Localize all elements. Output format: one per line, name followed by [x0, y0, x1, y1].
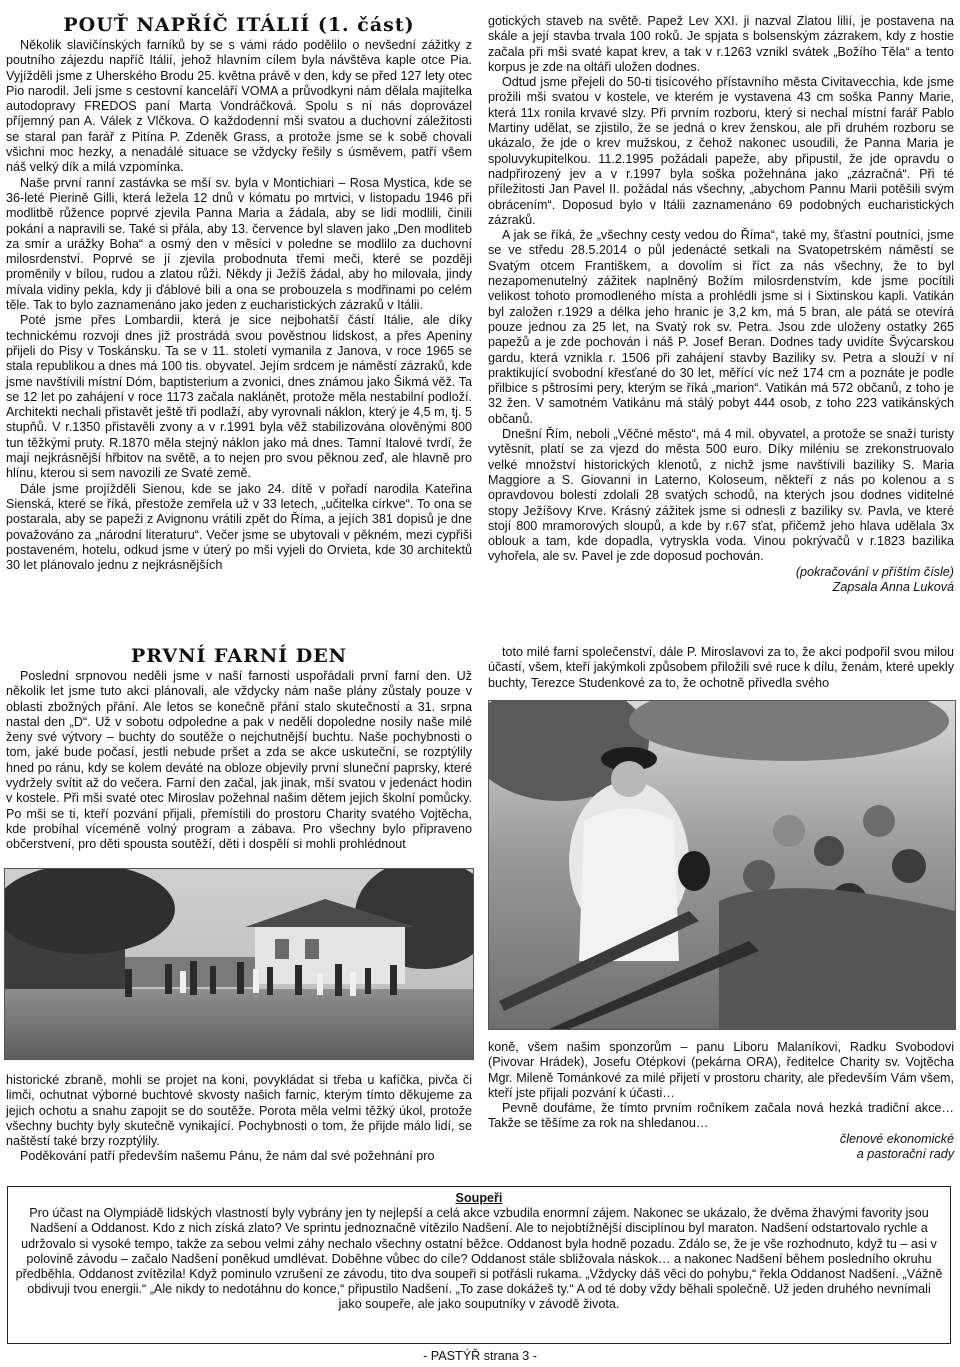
box-title: Soupeři [455, 1191, 503, 1205]
paragraph: Poslední srpnovou neděli jsme v naší farnosti uspořádali první farní den. Už několik let jsme tuto akci plánovali, ale vždycky nám naše plány zůstaly pouze v oblasti zbožných přání. Ale letos se konečně přání stalo skutečností a 31. srpna nastal den „D“. Už v sobotu odpoledne a pak v neděli dopoledne nosily naše milé ženy své výtvory – buchty do soutěže o nejchutnější buchtu. Naše pochybnosti o tom, jaké bude počasí, jestli nebude pršet a zda se akce uskuteční, se rozptýlily hned po ránu, kdy se kolem deváté na obloze objevily první sluneční paprsky, které vydržely svítit až do večera. Farní den začal, jak jinak, mší svatou v jedenáct hodin v kostele. Při mši svaté otec Miroslav požehnal našim dětem jejich školní pomůcky. Po mši se ti, kteří pozvání přijali, přemístili do prostoru Charity svatého Vojtěcha, kde probíhal víceméně volný program a zábava. Pro všechny bylo připraveno občerstvení, pro děti spousta soutěží, děti i dospělí si mohli prohlédnout [6, 669, 472, 852]
paragraph: Dnešní Řím, neboli „Věčné město“, má 4 mil. obyvatel, a protože se snaží turisty vytěsnit, platí se za vjezd do města 500 euro. Díky miléniu se zrekonstruovalo velké množství historických klenotů, z nichž jsme navštívili baziliky S. Maria Maggiore a S. Giovanni in Laterno, Koloseum, někteří z nás po kolenou a s opravdovou bolestí zdolali 28 svatých schodů, na kterých jsou dodnes viditelné stopy Ježíšovy Krve. Krásný zážitek jsme si odnesli z baziliky sv. Pavla, ve které stojí 800 mramorových sloupů, a kde by r.67 sťat, přičemž jeho hlava udělala 3x oblouk a tam, kde dopadla, vytryskla voda. Vinou pokrývačů v r.1823 bazilika vyhořela, ale sv. Pavel je zde doposud pochován. [488, 427, 954, 564]
paragraph: Naše první ranní zastávka se mší sv. byla v Montichiari – Rosa Mystica, kde se 36-leté Pierině Gilli, která ležela 12 dnů v kómatu po mrtvici, v listopadu 1946 při modlitbě růžence poprvé zjevila Panna Maria a žádala, aby se lidi modlili, činili pokání a napravili se. Také si přála, aby 13. července byl slaven jako „Den modliteb za smír a urážky Boha“ a osmý den v měsíci v poledne se modlilo za duchovní milosrdenství. Poprvé se jí zjevila probodnuta třemi meči, které se později proměnily v bílou, rudou a zlatou růži. Někdy ji Ježíš žádal, aby ho milovala, jindy mívala vidiny pekla, kdy ji ďáblové bili a ona se probouzela s modřinami po celém těle. Tak to bylo zaznamenáno jako jeden z eucharistických zázraků v Itálii. [6, 175, 472, 313]
article2-signature-line2: a pastorační rady [856, 1147, 954, 1162]
paragraph: toto milé farní společenství, dále P. Miroslavovi za to, že akci podpořil svou milou účastí, všem, kteří jakýmkoli způsobem přiložili své ruce k dílu, ženám, které upekly buchty, Terezce Studenkové za to, že ochotně přivedla svého [488, 645, 954, 690]
article1-signature: Zapsala Anna Luková [832, 579, 954, 594]
article2-left-bottom [6, 1073, 472, 1165]
article1-title: POUŤ NAPŘÍČ ITÁLIÍ (1. část) [63, 14, 415, 36]
continued-note: (pokračování v příštím čísle) [795, 564, 954, 579]
paragraph: Poděkování patří především našemu Pánu, že nám dal své požehnání pro [20, 1149, 435, 1164]
page-footer: - PASTÝŘ strana 3 - [423, 1349, 537, 1363]
paragraph: Pevně doufáme, že tímto prvním ročníkem začala nová hezká tradiční akce… Takže se těšíme za rok na shledanou… [488, 1101, 954, 1131]
photo-outdoor-gathering [4, 868, 474, 1060]
article2-right-top [488, 645, 954, 691]
paragraph: koně, všem našim sponzorům – panu Liboru Malaníkovi, Radku Svobodovi (Pivovar Hrádek), Josefu Otépkovi (pekárna ORA), ředitelce Charity sv. Vojtěcha Mgr. Mileně Tománkové za milé přijetí v prostoru charity, ale především Vám všem, kteří jste přijali pozvání k účasti… [488, 1040, 954, 1100]
paragraph: Dále jsme projížděli Sienou, kde se jako 24. dítě v pořadí narodila Kateřina Sienská, které se říká, přestože zemřela už v 33 letech, „učitelka církve“. To ona se postarala, aby se papeži z Avignonu vrátili zpět do Říma, a jejích 381 dopisů je dne považováno za „národní literaturu“. Večer jsme se ubytovali v pěkném, mezi cypřiši postaveném, hotelu, odkud jsme v úterý po mši vyjeli do Orvieta, kde 30 architektů 30 let plánovalo jednu z nejkrásnějších [6, 481, 472, 573]
article2-right-bottom [488, 1040, 954, 1162]
article2-left-top [6, 645, 472, 853]
photo-man-with-children [488, 700, 956, 1030]
paragraph: historické zbraně, mohli se projet na koni, povykládat si třeba u kafíčka, pivča či limči, ochutnat výborné buchtové skvosty našich farnic, kterým tímto děkujeme za jejich ochotu a snahu zapojit se do soutěže. Porota měla velmi těžký úkol, protože všechny buchty byly skutečně vynikající. Pochybnosti o tom, že přijde málo lidí, se naštěstí také brzy rozptýlily. [6, 1073, 472, 1149]
article2-signature-line1: členové ekonomické [839, 1131, 954, 1146]
paragraph: gotických staveb na světě. Papež Lev XXI. ji nazval Zlatou lilií, je postavena na skále a její stavba trvala 100 roků. Je spjata s bolsenským zázrakem, kdy z hostie začala při mši svaté kapat krev, a tak v r.1263 vznikl svátek „Božího Těla“ a tento korpus je zde na oltáři uložen dodnes. [488, 14, 954, 74]
photo-outdoor-gathering-image [5, 869, 473, 1059]
box-text: Pro účast na Olympiádě lidských vlastností byly vybrány jen ty nejlepší a celá akce vzbudila enormní zájem. Nakonec se ukázalo, že dvěma žhavými favority jsou Nadšení a Oddanost. Kdo z nich získá zlato? Ve sprintu jednoznačně vítězilo Nadšení. Ale to nejobtížnější disciplínou byl maraton. Nadšení odstartovalo rychle a udržovalo si vysoké tempo, takže za sebou velmi záhy nechalo všechny ostatní běžce. Oddanost byla hodně pozadu. Zdálo se, že je vše rozhodnuto, když tu – asi v polovině závodu – začalo Nadšení poněkud umdlévat. Doběhne vůbec do cíle? Oddanost stále sbližovala náskok… a nakonec Nadšení během posledního okruhu předběhla. Oddanost zvítězila! Když pominulo vzrušení ze závodu, tito dva soupeři si potřásli rukama. „Vždycky dáš věci do pohybu,“ řekla Oddanost Nadšení. „Vážně obdivuji tvou energii.“ „Ale nikdy to nedotáhnu do konce,“ připustilo Nadšení. „To zase dokážeš ty.“ A od té doby vždy běhali společně. Už jeden druhého nevnímali jako soupeře, ale jako souputníky v závodě života. [15, 1206, 943, 1312]
article1-right-column [488, 14, 954, 595]
article1-left-column [6, 14, 472, 573]
soupeři-box [7, 1186, 951, 1344]
article2-title: PRVNÍ FARNÍ DEN [130, 645, 348, 667]
paragraph: A jak se říká, že „všechny cesty vedou do Říma“, také my, šťastní poutníci, jsme se ve středu 28.5.2014 o půl jedenácté setkali na Svatopetrském náměstí se Svatým otcem Františkem, a dovolím si říct za nás všechny, že to byl nezapomenutelný zážitek naplněný Božím milosrdenstvím, kde jsme pocítili velikost tohoto promodleného místa a prohlédli jsme si i Sixtinskou kapli. Vatikán byl založen r.1929 a délka jeho hranic je 3,2 km, má 5 bran, ale pátá se otevírá pouze jednou za 25 let, na Svatý rok sv. Petra. Jsou zde uloženy ostatky 265 papežů a je zde pochován i náš P. Josef Beran. Dodnes tady uvidíte Švýcarskou gardu, která vznikla r. 1506 při zahájení stavby Baziliky sv. Petra a slouží v ní praktikující svobodní křesťané do 30 let, měřící víc než 174 cm a poznáte je podle přilbice s pštrosími pery, kterým se říká „marion“. Vatikán má 572 občanů, z toho je 32 žen. V samotném Vatikánu má stálý pobyt 444 osob, z toho 223 vatikánských občanů. [488, 228, 954, 426]
paragraph: Poté jsme přes Lombardii, která je sice nejbohatší částí Itálie, ale díky technickému rozvoji dnes již prostrádá svou pověstnou lidskost, a přes Apeniny přijeli do Pisy v Toskánsku. Ta se v 11. století vymanila z Janova, v roce 1965 se stala republikou a dnes má 100 tis. obyvatel. Jejím srdcem je náměstí zázraků, kde jsme navštívili místní Dóm, baptisterium a zvonici, dnes známou jako Šikmá věž. Ta se 12 let po zahájení v roce 1173 začala naklánět, protože měla nestabilní podloží. Architekti nechali přistavět ještě tři podlaží, aby vyrovnali náklon, který je 4,5 m, tj. 5 stupňů. V r.1350 přistavěli zvony a v r.1991 byla věž stabilizována olověnými 800 tun těžkými pruty. R.1870 měla stejný náklon jako má dnes. Tamní Italové tvrdí, že mají nejkrásnější hřbitov na světě, a to nejen pro svou pěknou zeď, ale hlavně pro hlínu, kterou si sem navozili ze Svaté země. [6, 313, 472, 481]
paragraph: Odtud jsme přejeli do 50-ti tisícového přístavního města Civitavecchia, kde jsme prožili mši svatou v kostele, ve kterém je vystavena 43 cm soška Panny Marie, která 11x ronila krvavé slzy. Při prvním rozboru, který si nechal místní farář Pablo Martiny udělat, se zjistilo, že se jedná o krev ženskou, ale při druhém rozboru se ukázalo, že jde o krev mužskou, z čehož nakonec usoudili, že Panna Maria je spoluvykupitelkou. 11.2.1995 požádali papeže, aby připustil, že jde opravdu o nadpřirozený jev a v r.1997 byla soška požehnána jako „zázračná“. Při té příležitosti Jan Pavel II. požádal nás všechny, „abychom Pannu Marii potěšili svým obrácením“. Doposud bylo v Itálii zaznamenáno 69 podobných eucharistických zázraků. [488, 75, 954, 227]
paragraph: Několik slavičínských farníků by se s vámi rádo podělilo o nevšední zážitky z poutního zájezdu napříč Itálií, jehož hlavním cílem byla návštěva kaple otce Pia. Vyjížděli jsme z Uherského Brodu 25. května právě v den, kdy se před 127 lety otec Pio narodil. Jeli jsme s cestovní kanceláří VOMA a průvodkyni nám dělala majitelka autodopravy FREDOS paní Marta Vondráčková. Spolu s ní nás doprovázel příjemný pan A. Válek z Vlčkova. O každodenní mši svatou a duchovní záležitosti se staral pan farář z Pitína P. Zdeněk Grass, a protože jsme se k sobě chovali všichni moc hezky, a nenadálé situace se vždycky řešily s úsměvem, patří všem náš velký dík a milá vzpomínka. [6, 38, 472, 175]
photo-man-with-children-image [489, 701, 955, 1029]
